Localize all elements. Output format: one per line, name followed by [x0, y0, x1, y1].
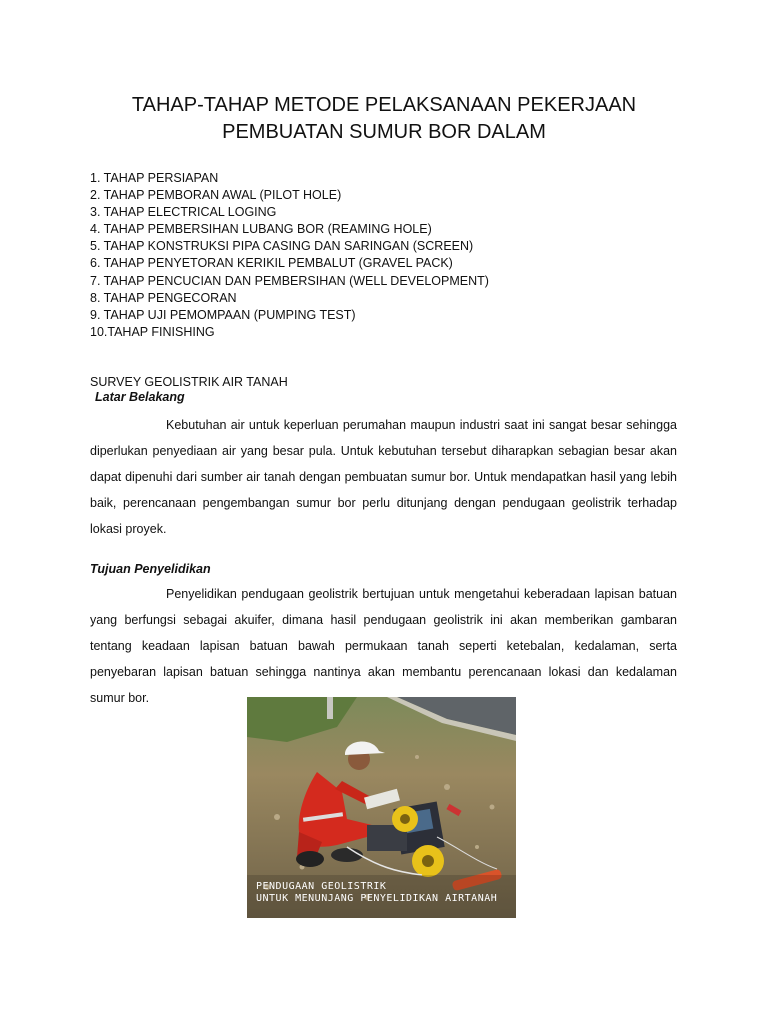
step-item: 7. TAHAP PENCUCIAN DAN PEMBERSIHAN (WELL DEVELOPMENT)	[90, 273, 489, 288]
title-line-1: TAHAP-TAHAP METODE PELAKSANAAN PEKERJAAN	[131, 94, 637, 116]
step-item: 10.TAHAP FINISHING	[90, 324, 215, 339]
title-line-2: PEMBUATAN SUMUR BOR DALAM	[222, 121, 546, 143]
step-item: 3. TAHAP ELECTRICAL LOGING	[90, 205, 277, 220]
step-item: 8. TAHAP PENGECORAN	[90, 290, 237, 305]
step-item: 2. TAHAP PEMBORAN AWAL (PILOT HOLE)	[90, 188, 342, 203]
step-item: 9. TAHAP UJI PEMOMPAAN (PUMPING TEST)	[90, 307, 356, 322]
step-item: 4. TAHAP PEMBERSIHAN LUBANG BOR (REAMING HOLE)	[90, 222, 432, 237]
photo-caption-line-1: PENDUGAAN GEOLISTRIK	[256, 881, 387, 892]
step-item: 5. TAHAP KONSTRUKSI PIPA CASING DAN SARINGAN (SCREEN)	[90, 239, 474, 254]
tujuan-penyelidikan-text: Penyelidikan pendugaan geolistrik bertujuan untuk mengetahui keberadaan lapisan batuan yang berfungsi sebagai akuifer, dimana hasil pendugaan geolistrik ini akan memberikan gambaran tentang keadaan lapisan batuan bawah permukaan tanah seperti ketebalan, kedalaman, serta penyebaran lapisan batuan sehingga nantinya akan membantu perencanaan lokasi dan kedalaman sumur bor.	[90, 587, 677, 705]
steps-list	[90, 170, 489, 341]
tujuan-penyelidikan-paragraph	[90, 581, 677, 711]
document-title	[0, 92, 768, 146]
step-item: 6. TAHAP PENYETORAN KERIKIL PEMBALUT (GRAVEL PACK)	[90, 256, 453, 271]
latar-belakang-text: Kebutuhan air untuk keperluan perumahan maupun industri saat ini sangat besar sehingga diperlukan penyediaan air yang besar pula. Untuk kebutuhan tersebut diharapkan sebagian besar akan dapat dipenuhi dari sumber air tanah dengan pembuatan sumur bor. Untuk mendapatkan hasil yang lebih baik, perencanaan pengembangan sumur bor perlu ditunjang dengan pendugaan geolistrik terhadap lokasi proyek.	[90, 418, 677, 536]
photo-caption-line-2: UNTUK MENUNJANG PENYELIDIKAN AIRTANAH	[256, 893, 498, 904]
latar-belakang-heading: Latar Belakang	[95, 390, 185, 404]
section-heading: SURVEY GEOLISTRIK AIR TANAH	[90, 375, 288, 389]
photo-caption	[256, 881, 497, 905]
step-item: 1. TAHAP PERSIAPAN	[90, 171, 219, 185]
tujuan-penyelidikan-heading: Tujuan Penyelidikan	[90, 562, 211, 576]
latar-belakang-paragraph	[90, 412, 677, 542]
